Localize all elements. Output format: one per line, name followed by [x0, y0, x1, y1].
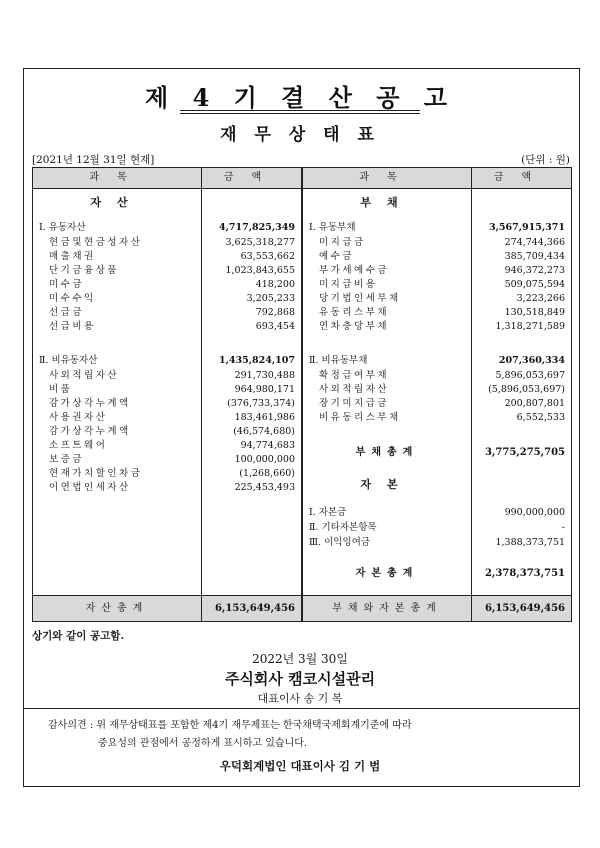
publication-date: 2022년 3월 30일	[252, 652, 348, 666]
section-equity: 자본	[360, 478, 414, 491]
table-row: Ⅲ. 이익잉여금 1,388,373,751	[309, 537, 565, 548]
liabilities-table	[302, 167, 572, 622]
date-label: [2021년 12월 31일 현재]	[32, 154, 155, 166]
table-row: 부가세예수금 946,372,273	[319, 265, 565, 276]
table-row: 매출채권 63,553,662	[49, 251, 295, 262]
table-row: 미지급비용 509,075,594	[319, 279, 565, 290]
current-liabilities-row: Ⅰ. 유동부채 3,567,915,371	[309, 222, 565, 233]
assets-table	[32, 167, 302, 622]
table-row: 연차충당부채 1,318,271,589	[319, 321, 565, 332]
header-amount: 금액	[223, 172, 280, 183]
audit-opinion-line-2: 중요성의 관점에서 공정하게 표시하고 있습니다.	[98, 738, 308, 749]
table-row: 비유동리스부채 6,552,533	[319, 412, 565, 423]
table-row: 미수금 418,200	[49, 279, 295, 290]
divider	[23, 708, 580, 709]
table-row: 비품 964,980,171	[49, 384, 295, 395]
title-underline-2	[180, 113, 420, 114]
table-row: 장기미지급금 200,807,801	[319, 398, 565, 409]
notice-text: 상기와 같이 공고함.	[32, 630, 125, 642]
header-item: 과목	[303, 168, 472, 188]
table-row: 사용권자산 183,461,986	[49, 412, 295, 423]
liabilities-equity-total: 부채와자본총계 6,153,649,456	[303, 595, 571, 621]
assets-total: 자산총계 6,153,649,456	[33, 595, 301, 621]
table-row: 예수금 385,709,434	[319, 251, 565, 262]
equity-total: 자본총계 2,378,373,751	[355, 568, 565, 579]
table-row: 사외적립자산 (5,896,053,697)	[319, 384, 565, 395]
table-row: 당기법인세부채 3,223,266	[319, 293, 565, 304]
table-row: 사외적립자산 291,730,488	[49, 370, 295, 381]
auditor-name: 우덕회계법인 대표이사 김 기 범	[219, 759, 381, 773]
table-row: 선급금 792,868	[49, 307, 295, 318]
table-row: 단기금융상품 1,023,843,655	[49, 265, 295, 276]
table-header	[33, 168, 301, 189]
ceo-name: 대표이사 송 기 복	[257, 692, 343, 705]
audit-opinion-line-1: 감사의견 : 위 재무상태표를 포함한 제4기 재무제표는 한국채택국제회계기준에 따라	[48, 720, 412, 731]
liabilities-total: 부채총계 3,775,275,705	[355, 447, 565, 458]
table-row: 현금및현금성자산 3,625,318,277	[49, 237, 295, 248]
table-row: 보증금 100,000,000	[49, 454, 295, 465]
table-row: 감가상각누계액 (376,733,374)	[49, 398, 295, 409]
header-item: 과목	[33, 168, 202, 188]
section-liabilities: 부채	[360, 196, 414, 209]
company-name: 주식회사 캠코시설관리	[224, 670, 376, 688]
table-row: Ⅰ. 자본금 990,000,000	[309, 507, 565, 518]
title-underline	[180, 110, 420, 111]
table-row: 미지급금 274,744,366	[319, 237, 565, 248]
table-row: 감가상각누계액 (46,574,680)	[49, 426, 295, 437]
table-row: 이연법인세자산 225,453,493	[49, 482, 295, 493]
section-assets: 자산	[90, 196, 144, 209]
table-row: 현재가치할인차금 (1,268,660)	[49, 468, 295, 479]
statement-title: 재 무 상 태 표	[220, 125, 380, 145]
page-title: 제 4 기 결 산 공 고	[145, 83, 455, 112]
table-row: 미수수익 3,205,233	[49, 293, 295, 304]
table-row: Ⅱ. 기타자본항목 -	[309, 522, 565, 533]
table-row: 유동리스부채 130,518,849	[319, 307, 565, 318]
table-row: 선급비용 693,454	[49, 321, 295, 332]
table-header	[303, 168, 571, 189]
table-row: 소프트웨어 94,774,683	[49, 440, 295, 451]
table-row: 확정급여부채 5,896,053,697	[319, 370, 565, 381]
noncurrent-liabilities-row: Ⅱ. 비유동부채 207,360,334	[309, 355, 565, 366]
noncurrent-assets-row: Ⅱ. 비유동자산 1,435,824,107	[39, 355, 295, 366]
header-amount: 금액	[493, 172, 550, 183]
current-assets-row: Ⅰ. 유동자산 4,717,825,349	[39, 222, 295, 233]
unit-label: (단위 : 원)	[521, 154, 570, 166]
